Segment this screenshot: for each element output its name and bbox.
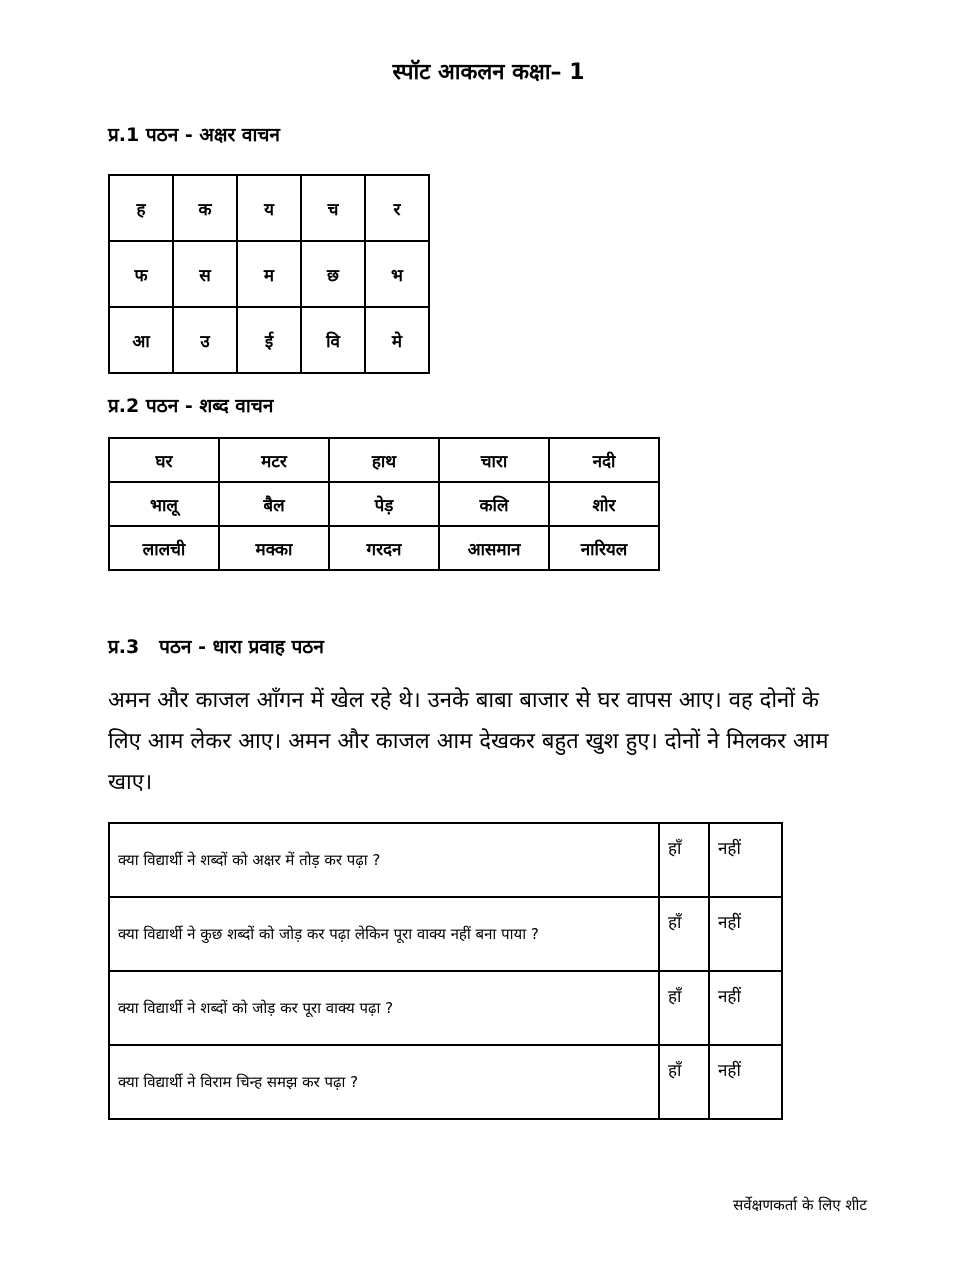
yes-option[interactable]: हाँ	[659, 971, 709, 1045]
word-cell: नारियल	[549, 526, 659, 570]
letter-row	[109, 175, 429, 241]
assessment-checklist	[108, 822, 783, 1120]
letter-cell: ई	[237, 307, 301, 373]
letter-cell: वि	[301, 307, 365, 373]
no-option[interactable]: नहीं	[709, 897, 782, 971]
word-row	[109, 526, 659, 570]
no-option[interactable]: नहीं	[709, 823, 782, 897]
word-cell: आसमान	[439, 526, 549, 570]
word-cell: पेड़	[329, 482, 439, 526]
letter-cell: फ	[109, 241, 173, 307]
yes-option[interactable]: हाँ	[659, 897, 709, 971]
letter-cell: छ	[301, 241, 365, 307]
checklist-question: क्या विद्यार्थी ने कुछ शब्दों को जोड़ कर पढ़ा लेकिन पूरा वाक्य नहीं बना पाया ?	[109, 897, 659, 971]
word-grid	[108, 437, 660, 571]
word-cell: हाथ	[329, 438, 439, 482]
q1-heading: प्र.1 पठन - अक्षर वाचन	[108, 124, 280, 146]
word-cell: गरदन	[329, 526, 439, 570]
letter-cell: आ	[109, 307, 173, 373]
letter-cell: भ	[365, 241, 429, 307]
reading-passage: अमन और काजल आँगन में खेल रहे थे। उनके बाबा बाजार से घर वापस आए। वह दोनों के लिए आम लेकर आए। अमन और काजल आम देखकर बहुत खुश हुए। दोनों ने मिलकर आम खाए।	[108, 688, 829, 795]
checklist-question: क्या विद्यार्थी ने विराम चिन्ह समझ कर पढ़ा ?	[109, 1045, 659, 1119]
word-cell: मक्का	[219, 526, 329, 570]
yes-option[interactable]: हाँ	[659, 823, 709, 897]
footer-note: सर्वेक्षणकर्ता के लिए शीट	[733, 1196, 867, 1214]
letter-cell: उ	[173, 307, 237, 373]
letter-cell: क	[173, 175, 237, 241]
no-option[interactable]: नहीं	[709, 971, 782, 1045]
checklist-row	[109, 897, 782, 971]
word-cell: लालची	[109, 526, 219, 570]
letter-cell: स	[173, 241, 237, 307]
q2-heading: प्र.2 पठन - शब्द वाचन	[108, 395, 274, 417]
letter-cell: मे	[365, 307, 429, 373]
word-cell: बैल	[219, 482, 329, 526]
checklist-question: क्या विद्यार्थी ने शब्दों को जोड़ कर पूरा वाक्य पढ़ा ?	[109, 971, 659, 1045]
page-title: स्पॉट आकलन कक्षा– 1	[392, 60, 585, 85]
letter-cell: य	[237, 175, 301, 241]
checklist-question: क्या विद्यार्थी ने शब्दों को अक्षर में तोड़ कर पढ़ा ?	[109, 823, 659, 897]
letter-row	[109, 241, 429, 307]
letter-cell: म	[237, 241, 301, 307]
letter-row	[109, 307, 429, 373]
no-option[interactable]: नहीं	[709, 1045, 782, 1119]
yes-option[interactable]: हाँ	[659, 1045, 709, 1119]
word-cell: शोर	[549, 482, 659, 526]
letter-cell: र	[365, 175, 429, 241]
word-cell: मटर	[219, 438, 329, 482]
letter-cell: ह	[109, 175, 173, 241]
checklist-row	[109, 823, 782, 897]
word-cell: घर	[109, 438, 219, 482]
word-cell: कलि	[439, 482, 549, 526]
q3-heading: प्र.3 पठन - धारा प्रवाह पठन	[108, 636, 324, 658]
word-row	[109, 482, 659, 526]
word-row	[109, 438, 659, 482]
word-cell: भालू	[109, 482, 219, 526]
checklist-row	[109, 971, 782, 1045]
checklist-row	[109, 1045, 782, 1119]
letter-cell: च	[301, 175, 365, 241]
word-cell: नदी	[549, 438, 659, 482]
letter-grid	[108, 174, 430, 374]
word-cell: चारा	[439, 438, 549, 482]
